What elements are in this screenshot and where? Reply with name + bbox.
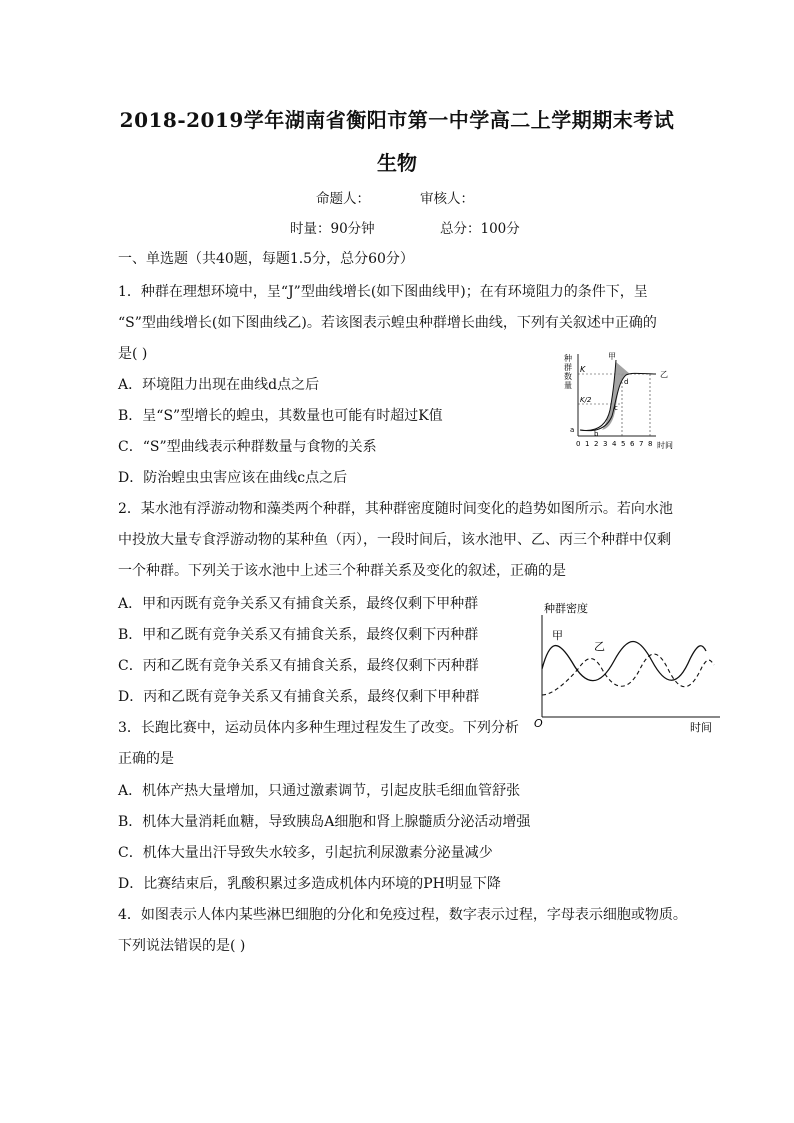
q2-stem-line: 中投放大量专食浮游动物的某种鱼（丙），一段时间后，该水池甲、乙、丙三个种群中仅剩 bbox=[118, 532, 671, 548]
fig1-ylabel-char: 量 bbox=[564, 381, 572, 390]
q2-option-b: B．甲和乙既有竞争关系又有捕食关系，最终仅剩下丙种群 bbox=[118, 627, 479, 643]
fig2-curve-yi bbox=[542, 654, 714, 695]
fig2-xlabel: 时间 bbox=[690, 721, 712, 734]
fig1-x-tick: 7 bbox=[639, 440, 644, 448]
reviewer-label: 审核人： bbox=[420, 191, 474, 207]
q4-stem-line: 下列说法错误的是( ) bbox=[118, 938, 246, 954]
fig1-x-tick: 3 bbox=[603, 440, 608, 448]
fig1-x-tick: 8 bbox=[648, 440, 653, 448]
fig2-curve-jia bbox=[542, 642, 706, 681]
q3-stem-line: 3．长跑比赛中，运动员体内多种生理过程发生了改变。下列分析 bbox=[118, 720, 519, 736]
fig1-x-tick: 1 bbox=[585, 440, 590, 448]
q3-stem-line: 正确的是 bbox=[118, 751, 174, 767]
q1-option-d: D．防治蝗虫虫害应该在曲线c点之后 bbox=[118, 470, 348, 486]
fig1-k-label: K bbox=[580, 365, 586, 374]
q4-stem-line: 4．如图表示人体内某些淋巴细胞的分化和免疫过程，数字表示过程，字母表示细胞或物质。 bbox=[118, 907, 687, 923]
exam-subject: 生物 bbox=[377, 151, 417, 175]
fig1-label-jia: 甲 bbox=[608, 352, 616, 361]
figure-population-density bbox=[530, 597, 730, 737]
q3-option-c: C．机体大量出汗导致失水较多，引起抗利尿激素分泌量减少 bbox=[118, 845, 493, 861]
q3-option-d: D．比赛结束后，乳酸积累过多造成机体内环境的PH明显下降 bbox=[118, 876, 501, 892]
exam-title: 2018-2019学年湖南省衡阳市第一中学高二上学期期末考试 bbox=[119, 108, 675, 132]
fig2-label-yi: 乙 bbox=[594, 640, 605, 653]
figure-population-growth bbox=[560, 350, 690, 455]
q1-option-c: C．“S”型曲线表示种群数量与食物的关系 bbox=[118, 439, 377, 455]
q2-stem-line: 一个种群。下列关于该水池中上述三个种群关系及变化的叙述，正确的是 bbox=[118, 563, 566, 579]
fig1-x-tick: 0 bbox=[576, 440, 581, 448]
fig2-origin: O bbox=[534, 717, 543, 730]
fig2-ylabel: 种群密度 bbox=[544, 602, 588, 615]
fig1-xlabel: 时间 bbox=[657, 441, 673, 450]
q2-option-a: A．甲和丙既有竞争关系又有捕食关系，最终仅剩下甲种群 bbox=[118, 596, 479, 612]
section-heading: 一、单选题（共40题，每题1.5分，总分60分） bbox=[118, 251, 414, 267]
fig1-k2-label: K/2 bbox=[580, 396, 592, 404]
q2-option-c: C．丙和乙既有竞争关系又有捕食关系，最终仅剩下丙种群 bbox=[118, 658, 479, 674]
q2-stem-line: 2．某水池有浮游动物和藻类两个种群，其种群密度随时间变化的趋势如图所示。若向水池 bbox=[118, 501, 673, 517]
q1-option-a: A．环境阻力出现在曲线d点之后 bbox=[118, 377, 320, 393]
fig1-point-a: a bbox=[570, 426, 575, 434]
q1-stem-line: “S”型曲线增长(如下图曲线乙)。若该图表示蝗虫种群增长曲线，下列有关叙述中正确的 bbox=[118, 315, 657, 331]
fig1-ylabel-char: 群 bbox=[564, 363, 572, 372]
fig1-x-tick: 2 bbox=[594, 440, 599, 448]
fig1-ylabel-char: 种 bbox=[564, 354, 572, 363]
fig1-point-b: b bbox=[594, 430, 599, 438]
fig1-x-tick: 5 bbox=[621, 440, 626, 448]
fig1-x-tick: 4 bbox=[612, 440, 617, 448]
time-label: 时量：90分钟 bbox=[290, 221, 375, 237]
fig1-label-yi: 乙 bbox=[660, 370, 668, 379]
q1-option-b: B．呈“S”型增长的蝗虫，其数量也可能有时超过K值 bbox=[118, 408, 443, 424]
q2-option-d: D．丙和乙既有竞争关系又有捕食关系，最终仅剩下甲种群 bbox=[118, 689, 480, 705]
q3-option-a: A．机体产热大量增加，只通过激素调节，引起皮肤毛细血管舒张 bbox=[118, 783, 521, 799]
fig2-label-jia: 甲 bbox=[552, 629, 563, 642]
proposer-label: 命题人： bbox=[316, 191, 370, 207]
fig1-point-d: d bbox=[624, 378, 629, 386]
total-score-label: 总分：100分 bbox=[440, 221, 520, 237]
fig1-ylabel-char: 数 bbox=[564, 372, 572, 381]
fig1-point-c: c bbox=[614, 404, 618, 412]
fig1-x-tick: 6 bbox=[630, 440, 635, 448]
q3-option-b: B．机体大量消耗血糖，导致胰岛A细胞和肾上腺髓质分泌活动增强 bbox=[118, 814, 531, 830]
q1-stem-line: 1．种群在理想环境中，呈“J”型曲线增长(如下图曲线甲)；在有环境阻力的条件下，呈 bbox=[118, 284, 648, 300]
q1-stem-line: 是( ) bbox=[118, 346, 148, 362]
